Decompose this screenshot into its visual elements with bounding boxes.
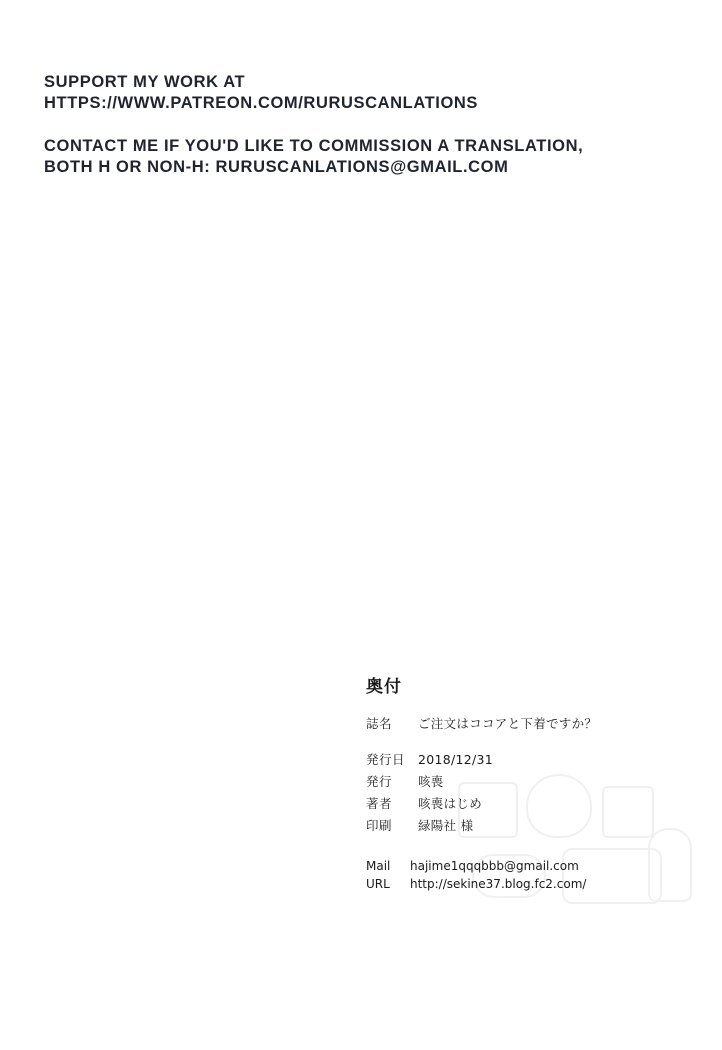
support-url: HTTPS://WWW.PATREON.COM/RURUSCANLATIONS (44, 94, 479, 112)
colophon-label: 発行日 (366, 752, 406, 767)
contact-label: URL (366, 877, 390, 891)
colophon-row (366, 771, 686, 793)
colophon-value: ご注文はココアと下着ですか？ (418, 716, 598, 731)
colophon-label: 著者 (366, 796, 393, 811)
contact-label: Mail (366, 859, 391, 873)
colophon-label: 誌名 (366, 716, 393, 731)
contact-url-value: http://sekine37.blog.fc2.com/ (410, 877, 587, 891)
colophon-label: 発行 (366, 774, 393, 789)
colophon-contact-section (366, 857, 686, 893)
contact-email-line: BOTH H OR NON-H: RURUSCANLATIONS@GMAIL.COM (44, 158, 509, 176)
support-line-1: SUPPORT MY WORK AT (44, 73, 246, 91)
support-group (44, 72, 664, 114)
contact-row-mail (366, 857, 686, 875)
colophon-title: 奥付 (366, 677, 402, 697)
colophon-block (366, 672, 686, 893)
colophon-title-section (366, 713, 686, 735)
colophon-value: 緑陽社 様 (418, 818, 474, 833)
contact-group (44, 136, 664, 178)
colophon-value: 咳喪 (418, 774, 444, 789)
translator-credits (44, 72, 664, 178)
colophon-label: 印刷 (366, 818, 393, 833)
colophon-value: 咳喪はじめ (418, 796, 483, 811)
colophon-row (366, 815, 686, 837)
colophon-row (366, 793, 686, 815)
contact-row-url (366, 875, 686, 893)
contact-email-value: hajime1qqqbbb@gmail.com (410, 859, 579, 873)
colophon-value: 2018/12/31 (418, 752, 494, 767)
colophon-row (366, 713, 686, 735)
contact-line-1: CONTACT ME IF YOU'D LIKE TO COMMISSION A TRANSLATION, (44, 137, 584, 155)
colophon-row (366, 749, 686, 771)
colophon-details-section (366, 749, 686, 837)
